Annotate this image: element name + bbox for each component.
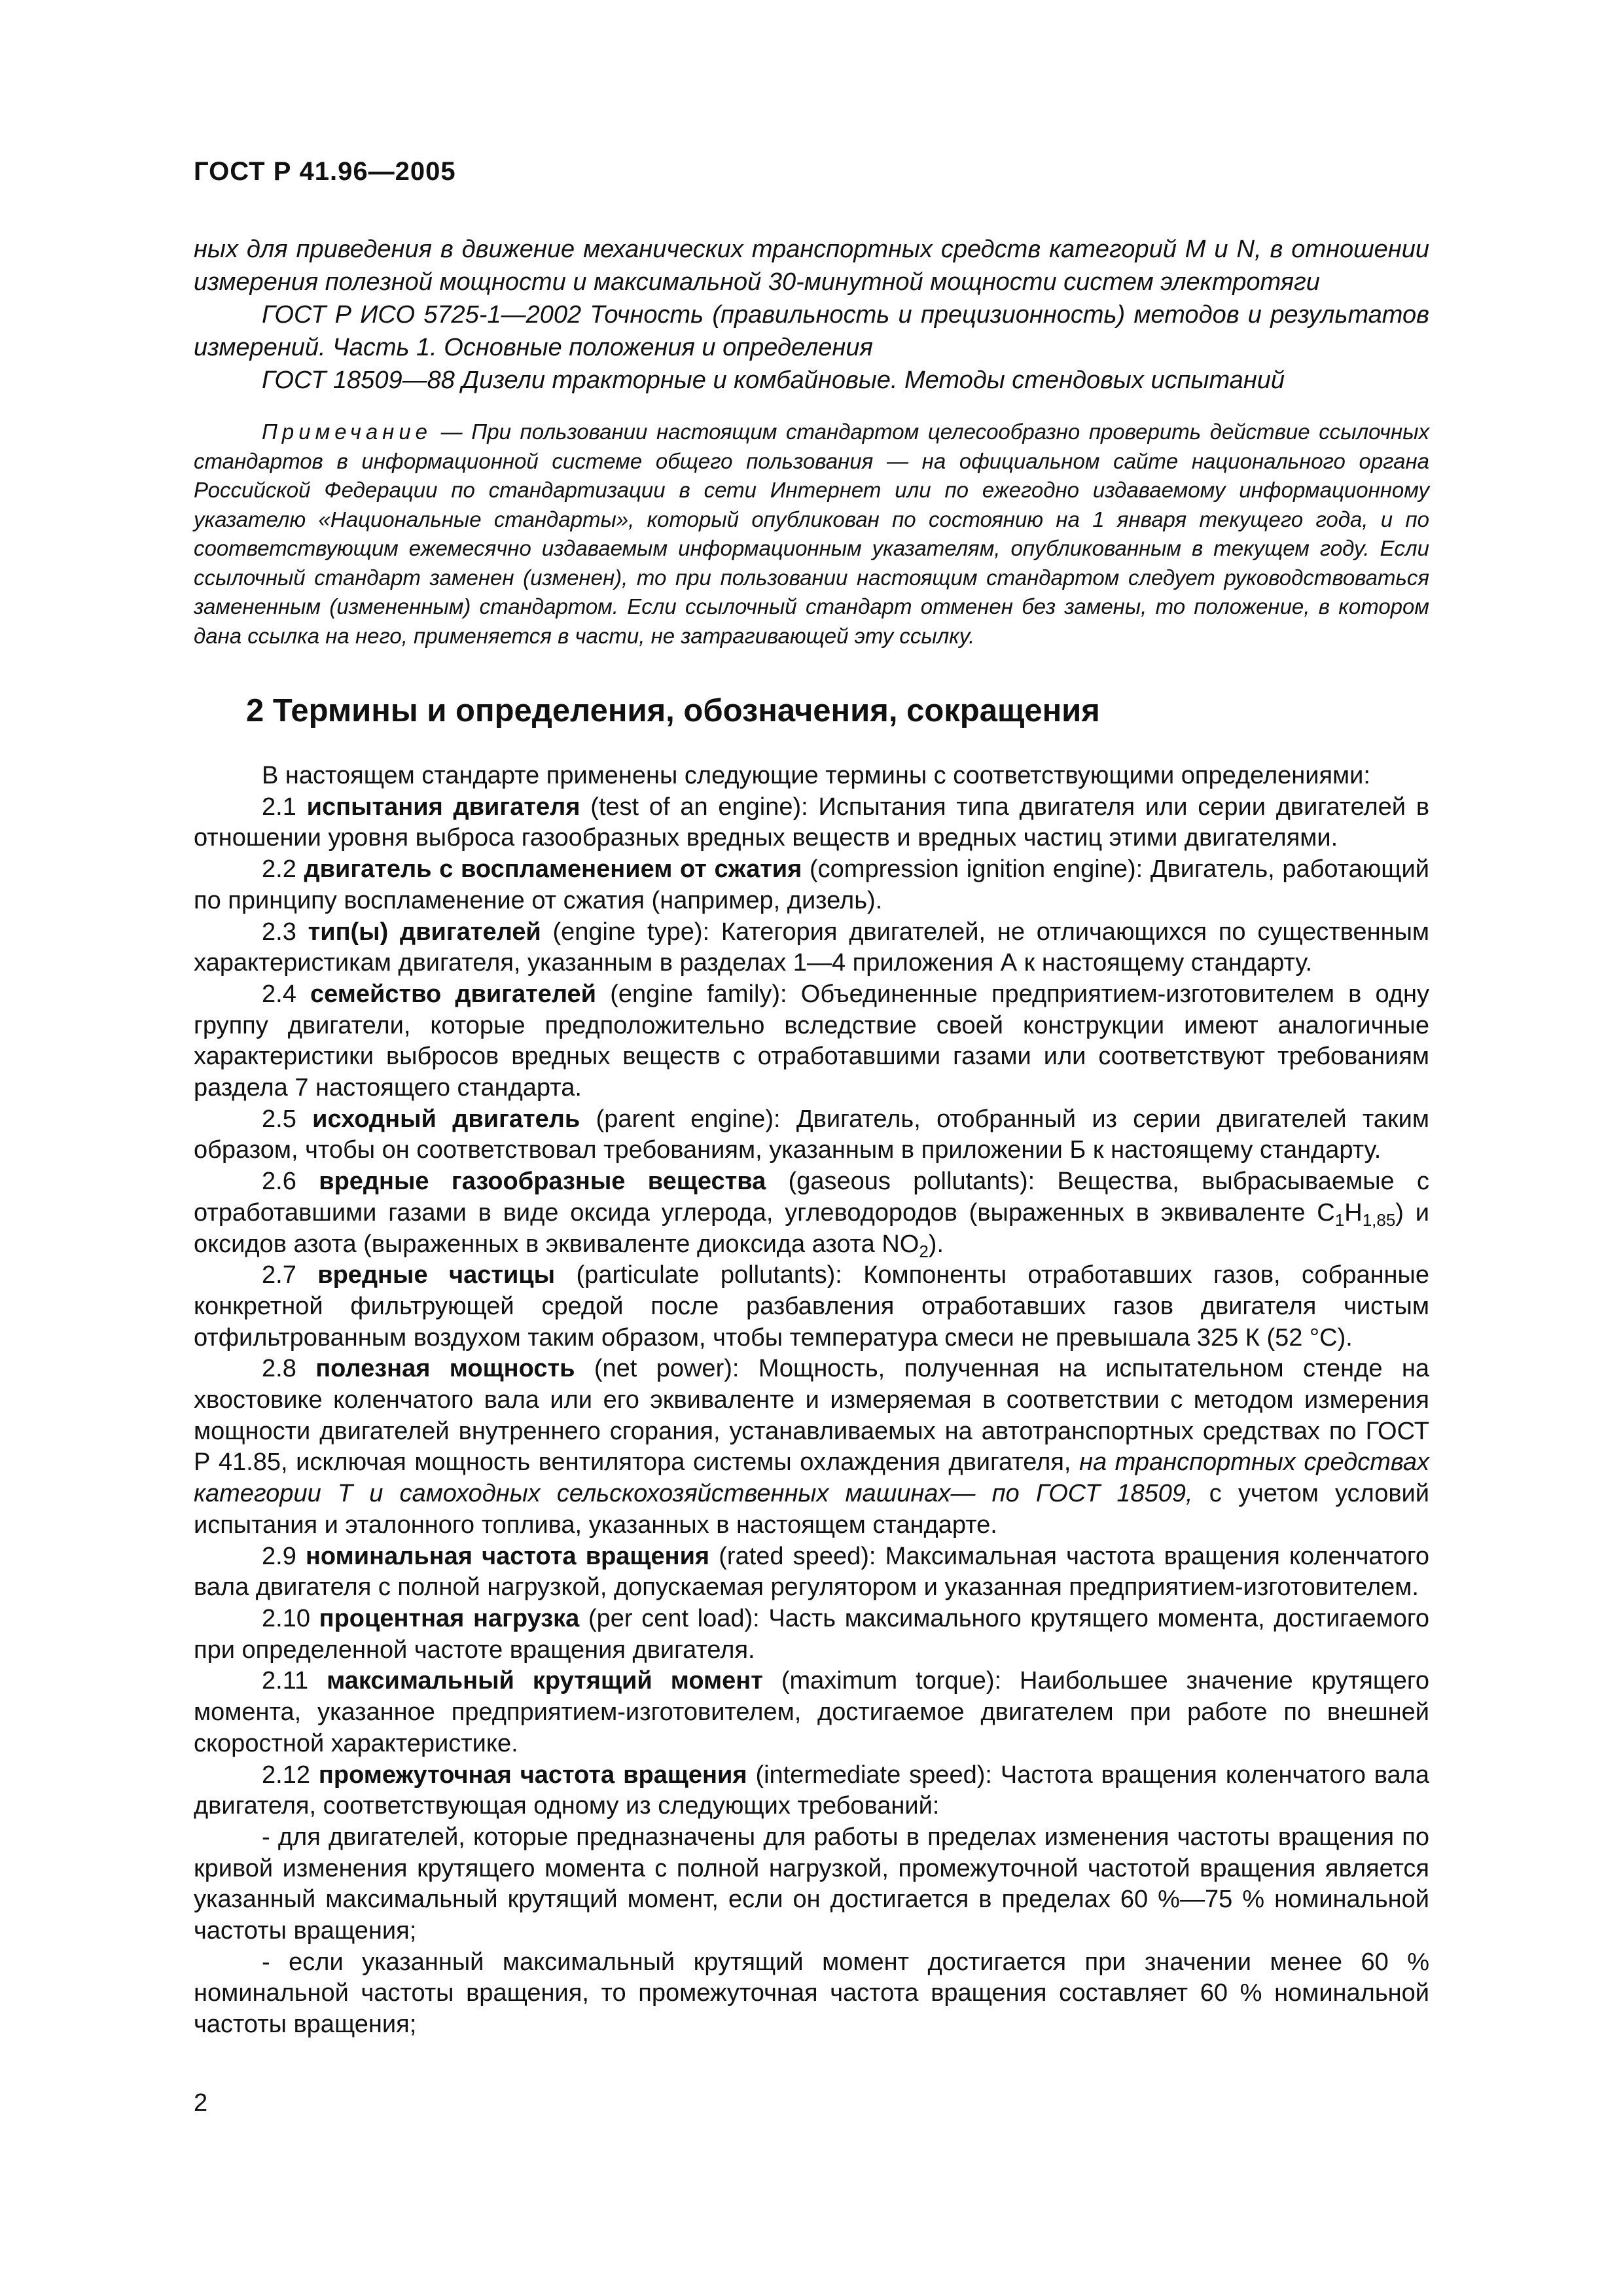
terms-list [194, 761, 1429, 2041]
term-item: 2.6 вредные газообразные вещества (gaseous pollutants): Вещества, выбрасываемые с отработавшими газами в виде оксида углерода, углеводородов (выраженных в эквиваленте $C_1H_{1,85}$) и оксидов азота (выраженных в эквиваленте диоксида азота $NO_2$). [194, 1168, 1430, 1261]
term-item: 2.3 тип(ы) двигателей (engine type): Категория двигателей, не отличающихся по существенным характеристикам двигателя, указанным в разделах 1—4 приложения А к настоящему стандарту. [194, 918, 1430, 977]
reference-gost-18509: ГОСТ 18509—88 Дизели тракторные и комбайновые. Методы стендовых испытаний [262, 367, 1285, 394]
list-item: - для двигателей, которые предназначены для работы в пределах изменения частоты вращения по кривой изменения крутящего момента с полной нагрузкой, промежуточной частотой вращения является указанный максимальный крутящий момент, если он достигается в пределах 60 %—75 % номинальной частоты вращения; [194, 1823, 1429, 1945]
subscript: 2 [919, 1241, 929, 1261]
page-content [194, 233, 1429, 2041]
term-name: тип(ы) двигателей [308, 918, 541, 946]
section-title: 2 Термины и определения, обозначения, сокращения [246, 693, 1100, 728]
term-name: исходный двигатель [312, 1105, 580, 1133]
term-name: полезная мощность [315, 1355, 575, 1383]
term-name: вредные газообразные вещества [319, 1168, 766, 1196]
term-item: 2.10 процентная нагрузка (per cent load): Часть максимального крутящего момента, достигаемого при определенной частоте вращения двигателя. [194, 1604, 1430, 1664]
italic-insertion: на транспортных средствах категории Т и самоходных сельскохозяйственных машинах— по ГОСТ 18509, [194, 1448, 1429, 1508]
note-text: — При пользовании настоящим стандартом целесообразно проверить действие ссылочных стандартов в информационной системе общего пользования — на официальном сайте национального органа Российской Федерации по стандартизации в сети Интернет или по ежегодно издаваемому информационному указателю «Национальные стандарты», который опубликован по состоянию на 1 января текущего года, и по соответствующим ежемесячно издаваемым информационным указателям, опубликованным в текущем году. Если ссылочный стандарт заменен (изменен), то при пользовании настоящим стандартом следует руководствоваться замененным (измененным) стандартом. Если ссылочный стандарт отменен без замены, то положение, в котором дана ссылка на него, применяется в части, не затрагивающей эту ссылку. [194, 420, 1429, 648]
term-item: 2.7 вредные частицы (particulate pollutants): Компоненты отработавших газов, собранные конкретной фильтрующей средой после разбавления отработавших газов двигателя чистым отфильтрованным воздухом таким образом, чтобы температура смеси не превышала 325 К (52 °С). [194, 1261, 1429, 1352]
term-name: семейство двигателей [310, 980, 597, 1008]
term-item: 2.2 двигатель с воспламенением от сжатия (compression ignition engine): Двигатель, работающий по принципу воспламенение от сжатия (например, дизель). [194, 855, 1430, 914]
term-name: максимальный крутящий момент [327, 1667, 763, 1695]
term-item: 2.8 полезная мощность (net power): Мощность, полученная на испытательном стенде на хвостовике коленчатого вала или его эквиваленте и измеряемая в соответствии с методом измерения мощности двигателей внутреннего сгорания, устанавливаемых на автотранспортных средствах по ГОСТ Р 41.85, исключая мощность вентилятора системы охлаждения двигателя, на транспортных средствах категории Т и самоходных сельскохозяйственных машинах— по ГОСТ 18509, с учетом условий испытания и эталонного топлива, указанных в настоящем стандарте. [194, 1355, 1429, 1539]
term-name: испытания двигателя [306, 793, 580, 821]
term-item: 2.9 номинальная частота вращения (rated speed): Максимальная частота вращения коленчатого вала двигателя с полной нагрузкой, допускаемая регулятором и указанная предприятием-изготовителем. [194, 1542, 1429, 1602]
term-item: 2.11 максимальный крутящий момент (maximum torque): Наибольшее значение крутящего момента, указанное предприятием-изготовителем, достигаемое двигателем при работе по внешней скоростной характеристике. [194, 1667, 1430, 1757]
subscript: 1 [1334, 1210, 1345, 1230]
term-name: номинальная частота вращения [305, 1542, 710, 1570]
subscript: 1,85 [1362, 1210, 1396, 1230]
section-intro: В настоящем стандарте применены следующие термины с соответствующими определениями: [262, 762, 1370, 789]
note-label: Примечание [262, 420, 433, 444]
document-code-header: ГОСТ Р 41.96—2005 [194, 157, 456, 186]
reference-gost-iso-5725: ГОСТ Р ИСО 5725-1—2002 Точность (правильность и прецизионность) методов и результатов измерений. Часть 1. Основные положения и определения [194, 301, 1429, 361]
term-name: процентная нагрузка [319, 1604, 580, 1632]
term-item: 2.5 исходный двигатель (parent engine): Двигатель, отобранный из серии двигателей таким образом, чтобы он соответствовал требованиям, указанным в приложении Б к настоящему стандарту. [194, 1105, 1429, 1164]
page-number: 2 [194, 2089, 208, 2117]
term-name: промежуточная частота вращения [318, 1761, 747, 1789]
note-paragraph [194, 418, 1429, 651]
term-item: 2.1 испытания двигателя (test of an engine): Испытания типа двигателя или серии двигателей в отношении уровня выброса газообразных вредных веществ и вредных частиц этими двигателями. [194, 793, 1430, 852]
term-item: 2.4 семейство двигателей (engine family): Объединенные предприятием-изготовителем в одну группу двигатели, которые предположительно вследствие своей конструкции имеют аналогичные характеристики выбросов вредных веществ с отработавшими газами или соответствуют требованиям раздела 7 настоящего стандарта. [194, 980, 1429, 1102]
term-name: двигатель с воспламенением от сжатия [304, 855, 802, 884]
term-item: 2.12 промежуточная частота вращения (intermediate speed): Частота вращения коленчатого вала двигателя, соответствующая одному из следующих требований: [194, 1761, 1429, 1820]
reference-continuation: ных для приведения в движение механических транспортных средств категорий M и N, в отношении измерения полезной мощности и максимальной 30-минутной мощности систем электротяги [194, 236, 1429, 296]
list-item: - если указанный максимальный крутящий момент достигается при значении менее 60 % номинальной частоты вращения, то промежуточная частота вращения составляет 60 % номинальной частоты вращения; [194, 1948, 1429, 2039]
term-name: вредные частицы [317, 1261, 556, 1289]
